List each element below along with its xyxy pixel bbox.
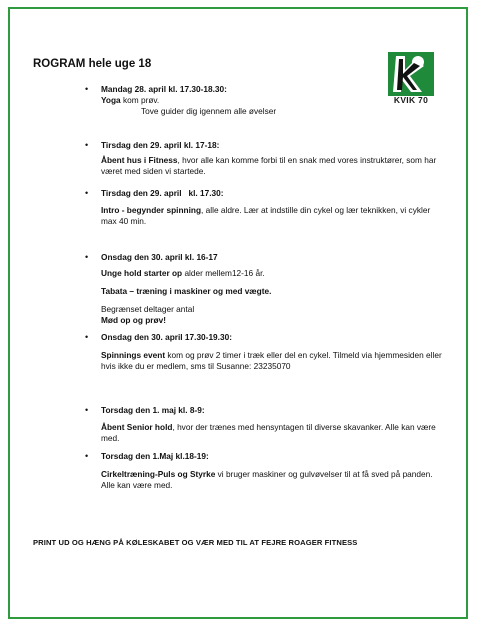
- event-date: Torsdag den 1.Maj kl.18-19:: [101, 451, 209, 461]
- event-subtitle: Tabata – træning i maskiner og med vægte.: [101, 286, 272, 296]
- event-title: Yoga: [101, 95, 121, 105]
- logo-text: KVIK 70: [393, 95, 429, 105]
- event-6: [85, 405, 446, 444]
- event-title: Cirkeltræning-Puls og Styrke: [101, 469, 216, 479]
- page-title: ROGRAM hele uge 18: [33, 58, 152, 70]
- event-title: Åbent Senior hold: [101, 422, 173, 432]
- bullet-icon: •: [85, 188, 89, 198]
- event-text: , hvor der trænes med hensyntagen til diverse skavanker. Alle kan være med.: [101, 422, 436, 443]
- event-2: [85, 140, 446, 177]
- event-callout: Mød op og prøv!: [101, 315, 166, 325]
- bullet-icon: •: [85, 84, 89, 94]
- event-3: [85, 188, 446, 227]
- event-date: Tirsdag den 29. april kl. 17.30:: [101, 188, 224, 198]
- event-date: Onsdag den 30. april 17.30-19.30:: [101, 332, 232, 342]
- event-text: , hvor alle kan komme forbi til en snak med vores instruktører, som har været med siden vi startede.: [101, 155, 437, 176]
- event-date: Torsdag den 1. maj kl. 8-9:: [101, 405, 205, 415]
- event-date: Mandag 28. april kl. 17.30-18.30:: [101, 84, 227, 94]
- event-text: kom og prøv 2 timer i træk eller del en cykel. Tilmeld via hjemmesiden eller hvis ikke du er medlem, sms til Susanne: 23235070: [101, 350, 442, 371]
- event-title: Åbent hus i Fitness: [101, 155, 178, 165]
- event-text: alder mellem12-16 år.: [182, 268, 265, 278]
- bullet-icon: •: [85, 451, 89, 461]
- event-text: , alle aldre. Lær at indstille din cykel og lær teknikken, vi cykler max 40 min.: [101, 205, 431, 226]
- bullet-icon: •: [85, 140, 89, 150]
- event-text: Begrænset deltager antal: [101, 304, 195, 314]
- bullet-icon: •: [85, 405, 89, 415]
- event-7: [85, 451, 446, 491]
- event-text: vi bruger maskiner og gulvøvelser til at få sved på panden. Alle kan være med.: [101, 469, 433, 490]
- event-4: [85, 252, 446, 326]
- event-text: kom prøv.: [120, 95, 160, 105]
- event-date: Tirsdag den 29. april kl. 17-18:: [101, 140, 220, 150]
- event-5: [85, 332, 446, 372]
- event-title: Intro - begynder spinning: [101, 205, 202, 215]
- event-1: [85, 84, 446, 117]
- event-date: Onsdag den 30. april kl. 16-17: [101, 252, 218, 262]
- event-title: Unge hold starter op: [101, 268, 183, 278]
- bullet-icon: •: [85, 252, 89, 262]
- event-text: Tove guider dig igennem alle øvelser: [141, 106, 277, 116]
- footer-callout: PRINT UD OG HÆNG PÅ KØLESKABET OG VÆR MED TIL AT FEJRE ROAGER FITNESS: [33, 538, 358, 547]
- bullet-icon: •: [85, 332, 89, 342]
- event-title: Spinnings event: [101, 350, 166, 360]
